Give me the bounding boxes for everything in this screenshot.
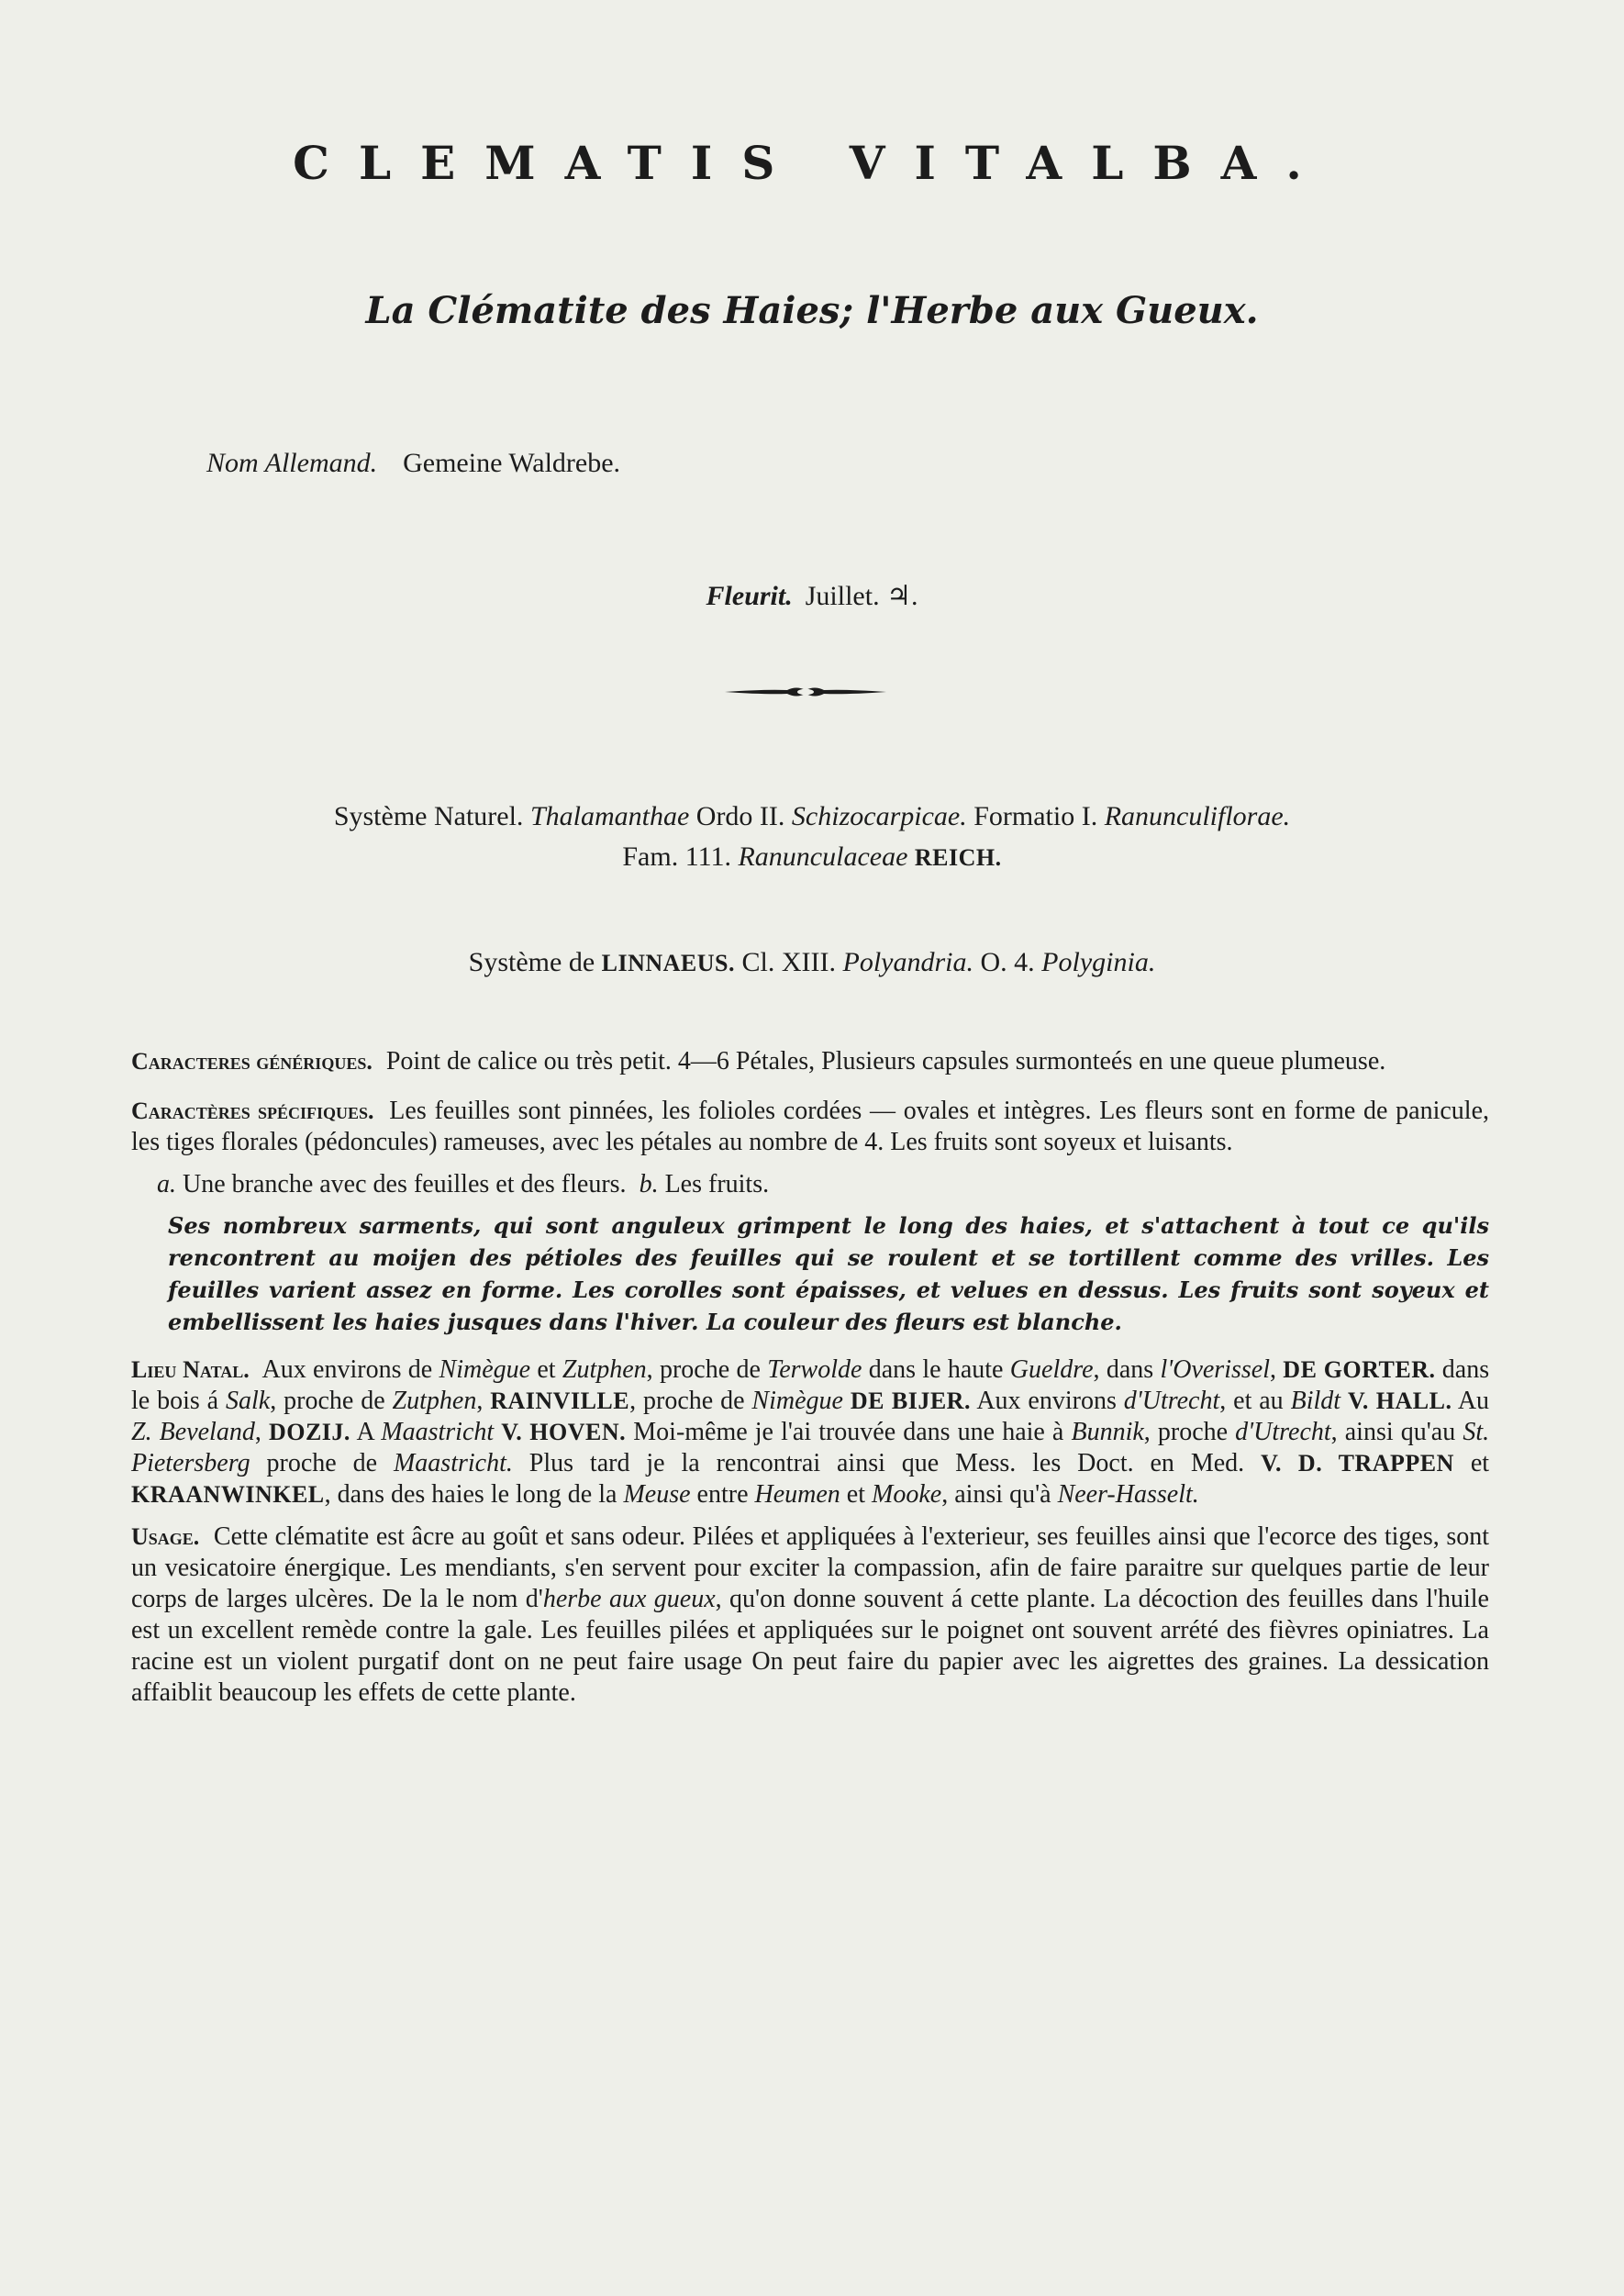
description: Ses nombreux sarments, qui sont anguleux grimpent le long des haies, et s'attachent à tout ce qu'ils rencontrent au moijen des pétioles des feuilles qui se roulent et se tortillent comme des vrilles. Les feuilles varient assez en forme. Les corolles sont épaisses, et velues en dessus. Les fruits sont soyeux et embellissent les haies jusques dans l'hiver. La couleur des fleurs est blanche. xyxy=(168,1212,1489,1335)
sys-fam: Fam. 111. xyxy=(622,841,731,872)
sys-reich: REICH. xyxy=(914,844,1002,871)
fleurit xyxy=(0,580,1624,612)
author-name: DE GORTER. xyxy=(1283,1356,1436,1383)
lieu-text: , ainsi qu'à xyxy=(941,1480,1051,1509)
fleurit-key: Fleurit. xyxy=(706,581,793,611)
author-name: RAINVILLE xyxy=(490,1388,630,1414)
fleurit-value: Juillet. ♃. xyxy=(805,581,918,611)
ornament-divider xyxy=(723,681,888,703)
linn-label: Système de xyxy=(468,947,595,977)
place-name: Gueldre xyxy=(1009,1355,1094,1384)
main-text xyxy=(131,1046,1489,1720)
usage-text-2: , qu'on donne souvent á cette plante. La décoction des feuilles dans l'huile est un excellent remède contre la gale. Les feuilles pilées et appliquées sur le poignet ont souvent arrété des fièvres opiniatres. La racine est un violent purgatif dont on ne peut faire usage On peut faire du papier avec les aigrettes des graines. La dessication affaiblit beaucoup les effets de cette plante. xyxy=(131,1585,1489,1707)
lieu-text: dans le bois á xyxy=(131,1355,1490,1415)
place-name: Nimègue xyxy=(439,1355,531,1384)
place-name: Bunnik xyxy=(1071,1418,1144,1446)
lieu-text: , dans xyxy=(1093,1355,1154,1384)
linn-o: O. 4. xyxy=(980,947,1035,977)
linn-name: LINNAEUS. xyxy=(601,950,736,976)
lieu-text: Moi-même je l'ai trouvée dans une haie à xyxy=(633,1418,1064,1446)
place-name: Mooke xyxy=(872,1480,942,1509)
lieu-text: , xyxy=(254,1418,261,1446)
place-name: Nimègue xyxy=(751,1387,843,1415)
lieu-text: et xyxy=(1470,1449,1490,1477)
linn-polyginia: Polyginia. xyxy=(1041,947,1156,977)
place-name: Maastricht xyxy=(381,1418,495,1446)
place-name: Neer-Hasselt. xyxy=(1057,1480,1199,1509)
caracteres-generiques-label: Caracteres génériques. xyxy=(131,1048,373,1075)
place-name: St. Pietersberg xyxy=(131,1418,1490,1477)
author-name: DE BIJER. xyxy=(850,1388,971,1414)
lieu-text: , proche de xyxy=(629,1387,745,1415)
place-name: d'Utrecht xyxy=(1123,1387,1220,1415)
author-name: KRAANWINKEL xyxy=(131,1481,325,1508)
lieu-text: Aux environs xyxy=(976,1387,1117,1415)
lieu-text: Aux environs de xyxy=(261,1355,433,1384)
legend-b-text: Les fruits. xyxy=(664,1170,770,1198)
caracteres-specifiques-label: Caractères spécifiques. xyxy=(131,1098,374,1124)
sys-formatio: Formatio I. xyxy=(973,801,1098,831)
lieu-text: , proche de xyxy=(646,1355,761,1384)
lieu-natal-label: Lieu Natal. xyxy=(131,1356,250,1383)
lieu-natal xyxy=(131,1354,1489,1510)
lieu-text: dans le haute xyxy=(868,1355,1004,1384)
place-name: Meuse xyxy=(623,1480,691,1509)
place-name: Zutphen xyxy=(392,1387,477,1415)
nom-allemand-key: Nom Allemand. xyxy=(206,448,378,478)
usage-label: Usage. xyxy=(131,1523,200,1550)
usage-text-1: Cette clématite est âcre au goût et sans odeur. Pilées et appliquées à l'exterieur, ses feuilles ainsi que l'ecorce des tiges, sont un vesicatoire énergique. Les mendiants, s'en servent pour exciter la compassion, afin de faire paraitre sur quelques partie de leur corps de larges ulcères. De la le nom d' xyxy=(131,1522,1490,1613)
lieu-text: , xyxy=(476,1387,484,1415)
place-name: Maastricht. xyxy=(393,1449,513,1477)
place-name: Z. Beveland xyxy=(131,1418,255,1446)
sys-ordo: Ordo II. xyxy=(695,801,785,831)
lieu-text: Plus tard je la rencontrai ainsi que Mess. les Doct. en Med. xyxy=(528,1449,1245,1477)
place-name: Terwolde xyxy=(767,1355,862,1384)
author-name: V. HOVEN. xyxy=(501,1419,627,1445)
nom-allemand xyxy=(206,448,620,479)
sys-ranunculaceae: Ranunculaceae xyxy=(738,841,908,872)
systeme-naturel xyxy=(138,797,1486,878)
legend-b-key: b. xyxy=(639,1170,659,1198)
lieu-text: entre xyxy=(696,1480,749,1509)
page-title: CLEMATIS VITALBA. xyxy=(293,136,1331,190)
usage xyxy=(131,1521,1489,1709)
usage-herbe: herbe aux gueux xyxy=(542,1585,716,1613)
caracteres-specifiques-text: Les feuilles sont pinnées, les folioles cordées — ovales et intègres. Les fleurs sont en forme de panicule, les tiges florales (pédoncules) rameuses, avec les pétales au nombre de 4. Les fruits sont soyeux et luisants. xyxy=(131,1097,1489,1156)
place-name: Salk xyxy=(226,1387,271,1415)
lieu-text: Au xyxy=(1457,1387,1490,1415)
lieu-text: , proche xyxy=(1143,1418,1229,1446)
place-name: Heumen xyxy=(754,1480,840,1509)
author-name: DOZIJ. xyxy=(268,1419,350,1445)
linn-cl: Cl. XIII. xyxy=(741,947,836,977)
nom-allemand-value: Gemeine Waldrebe. xyxy=(403,448,621,478)
lieu-text: , proche de xyxy=(270,1387,385,1415)
systeme-linnaeus xyxy=(138,947,1486,978)
sys-schizocarpicae: Schizocarpicae. xyxy=(791,801,967,831)
caracteres-specifiques xyxy=(131,1096,1489,1158)
lieu-text: et xyxy=(537,1355,556,1384)
lieu-text: , ainsi qu'au xyxy=(1330,1418,1456,1446)
lieu-text: , et au xyxy=(1219,1387,1284,1415)
legend-a-text: Une branche avec des feuilles et des fleurs. xyxy=(183,1170,627,1198)
lieu-text: , dans des haies le long de la xyxy=(324,1480,617,1509)
author-name: V. D. TRAPPEN xyxy=(1261,1450,1454,1477)
place-name: Bildt xyxy=(1290,1387,1341,1415)
lieu-text: proche de xyxy=(266,1449,378,1477)
lieu-text: A xyxy=(356,1418,374,1446)
lieu-text: , xyxy=(1269,1355,1276,1384)
place-name: Zutphen xyxy=(562,1355,647,1384)
sys-thalamanthae: Thalamanthae xyxy=(529,801,690,831)
subtitle: La Clématite des Haies; l'Herbe aux Gueux. xyxy=(365,289,1259,332)
place-name: d'Utrecht xyxy=(1235,1418,1331,1446)
linn-polyandria: Polyandria. xyxy=(842,947,973,977)
caracteres-generiques-text: Point de calice ou très petit. 4—6 Pétales, Plusieurs capsules surmonteés en une queue plumeuse. xyxy=(385,1047,1386,1076)
sys-naturel-label: Système Naturel. xyxy=(333,801,524,831)
sys-ranunculiflorae: Ranunculiflorae. xyxy=(1104,801,1291,831)
legend-a-key: a. xyxy=(157,1170,176,1198)
figure-legend xyxy=(157,1169,1489,1200)
place-name: l'Overissel xyxy=(1160,1355,1270,1384)
author-name: V. HALL. xyxy=(1347,1388,1452,1414)
caracteres-generiques xyxy=(131,1046,1489,1077)
lieu-text: et xyxy=(846,1480,866,1509)
